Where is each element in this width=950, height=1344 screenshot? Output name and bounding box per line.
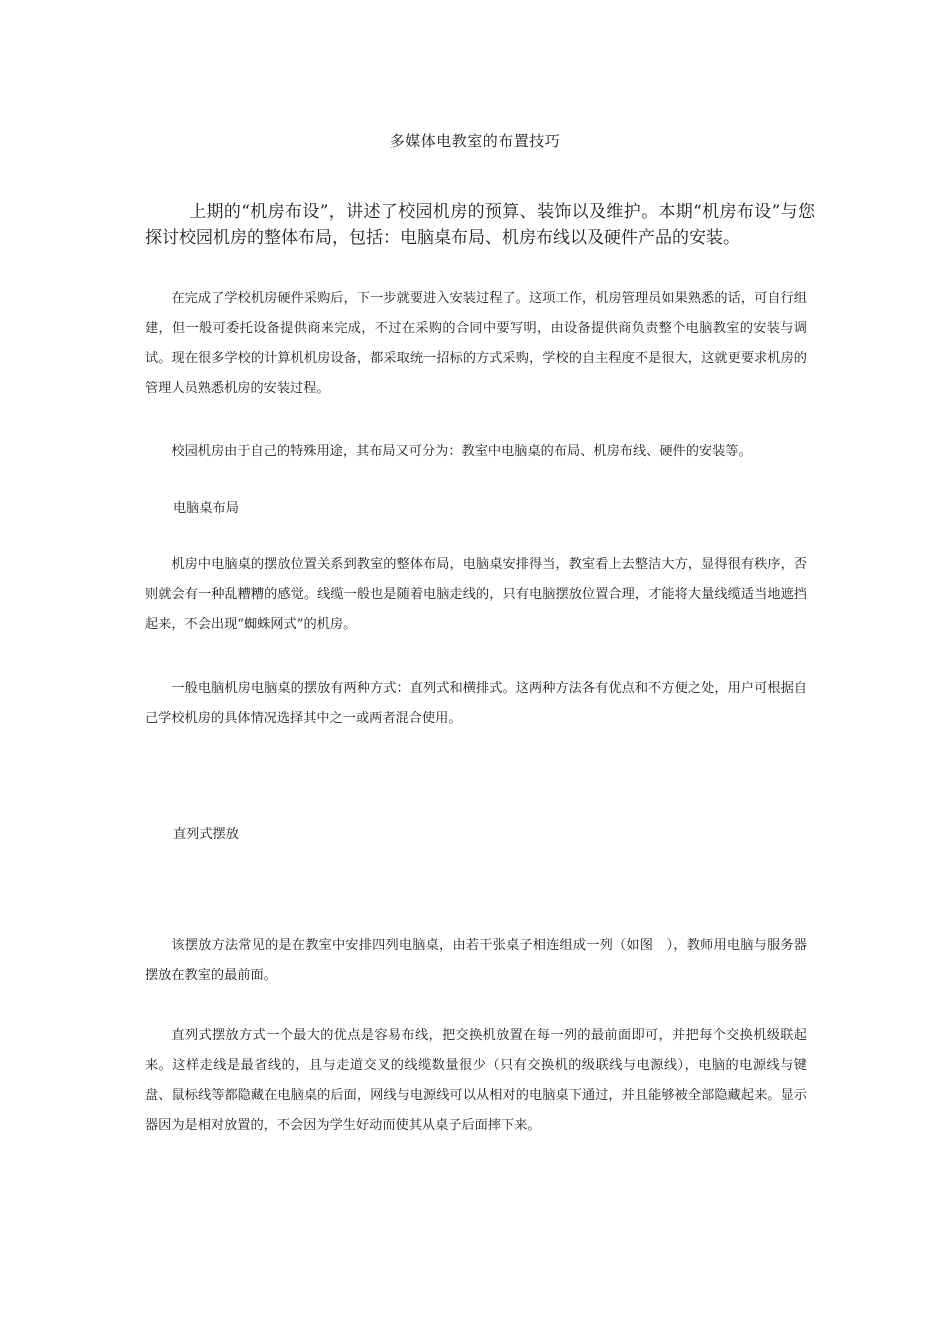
paragraph-two-methods: 一般电脑机房电脑桌的摆放有两种方式：直列式和横排式。这两种方法各有优点和不方便之处，用户可根据自己学校机房的具体情况选择其中之一或两者混合使用。 [145,681,807,726]
paragraph-layout-types: 校园机房由于自己的特殊用途，其布局又可分为：教室中电脑桌的布局、机房布线、硬件的安装等。 [171,444,752,459]
heading-column-layout: 直列式摆放 [173,827,239,842]
heading-desk-layout: 电脑桌布局 [173,501,239,516]
paragraph-column-description: 该摆放方法常见的是在教室中安排四列电脑桌，由若干张桌子相连组成一列（如图 ），教师用电脑与服务器摆放在教室的最前面。 [145,938,807,983]
paragraph-installation: 在完成了学校机房硬件采购后，下一步就要进入安装过程了。这项工作，机房管理员如果熟悉的话，可自行组建，但一般可委托设备提供商来完成，不过在采购的合同中要写明，由设备提供商负责整个电脑教室的安装与调试。现在很多学校的计算机机房设备，都采取统一招标的方式采购，学校的自主程度不是很大，这就更要求机房的管理人员熟悉机房的安装过程。 [145,291,807,396]
paragraph-column-advantages: 直列式摆放方式一个最大的优点是容易布线，把交换机放置在每一列的最前面即可，并把每个交换机级联起来。这样走线是最省线的，且与走道交叉的线缆数量很少（只有交换机的级联线与电源线），电脑的电源线与键盘、鼠标线等都隐藏在电脑桌的后面，网线与电源线可以从相对的电脑桌下通过，并且能够被全部隐藏起来。显示器因为是相对放置的，不会因为学生好动而使其从桌子后面摔下来。 [145,1028,807,1133]
intro-paragraph: 上期的“机房布设”，讲述了校园机房的预算、装饰以及维护。本期“机房布设”与您探讨校园机房的整体布局，包括：电脑桌布局、机房布线以及硬件产品的安装。 [145,202,815,248]
document-title: 多媒体电教室的布置技巧 [389,132,561,150]
paragraph-desk-placement: 机房中电脑桌的摆放位置关系到教室的整体布局，电脑桌安排得当，教室看上去整洁大方，显得很有秩序，否则就会有一种乱糟糟的感觉。线缆一般也是随着电脑走线的，只有电脑摆放位置合理，才能将大量线缆适当地遮挡起来，不会出现“蜘蛛网式”的机房。 [145,557,807,632]
